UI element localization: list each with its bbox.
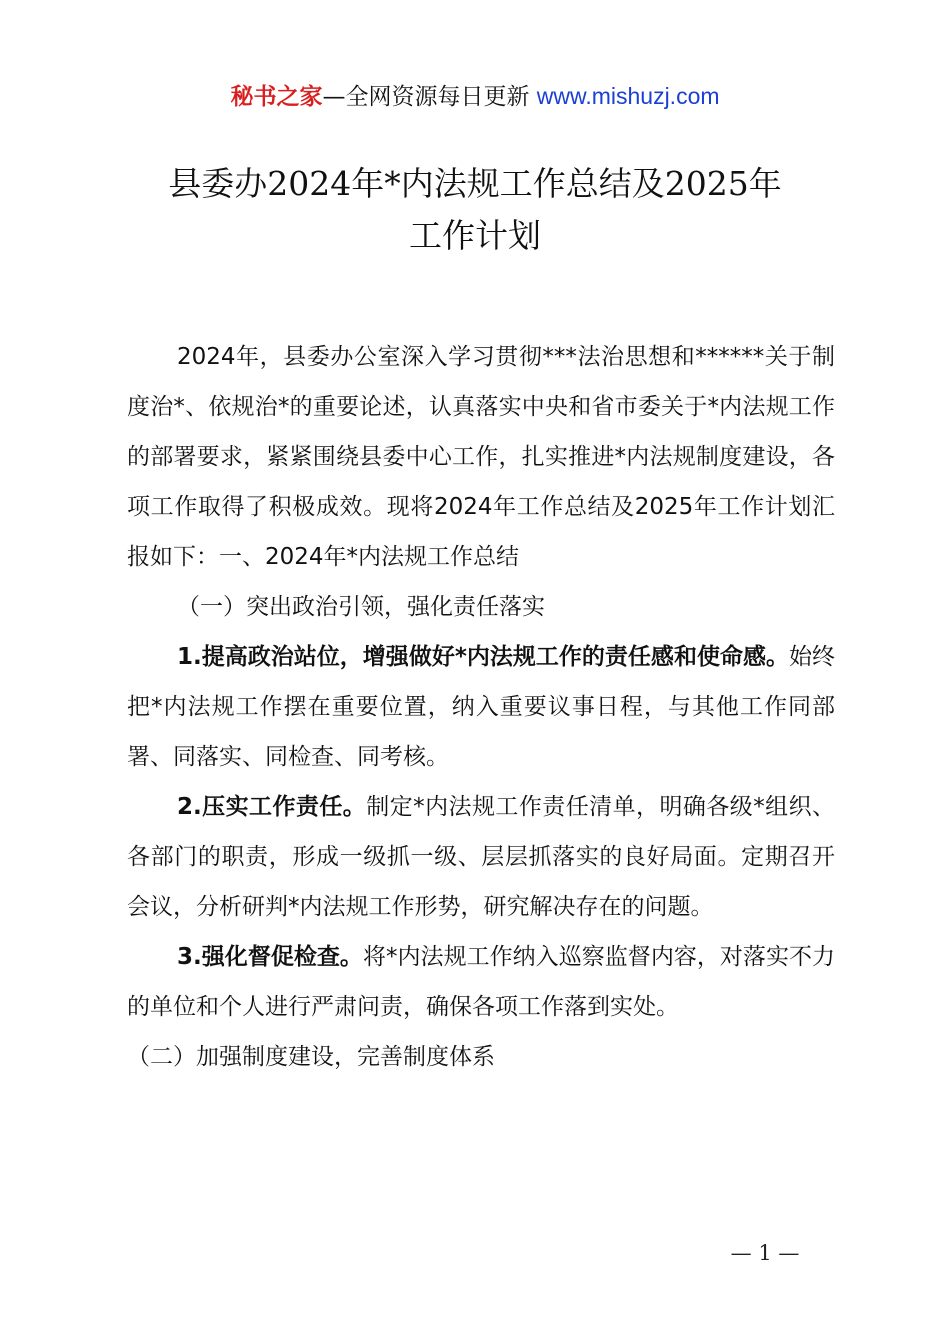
brand-name: 秘书之家 [230, 84, 323, 110]
item-1-paragraph [127, 632, 835, 782]
item-3-heading: 3.强化督促检查。 [177, 944, 363, 970]
item-3-text: 将*内法规工作纳入巡察监督内容，对落实不力的单位和个人进行严肃问责，确保各项工作落到实处。 [127, 944, 836, 1020]
document-body [127, 332, 835, 1082]
site-header [0, 80, 950, 113]
section-heading-1: （一）突出政治引领，强化责任落实 [177, 594, 545, 620]
title-line-1: 县委办2024年*内法规工作总结及2025年 [168, 164, 782, 203]
item-3-paragraph [127, 932, 835, 1032]
document-title [100, 158, 850, 262]
site-url-link[interactable]: www.mishuzj.com [536, 83, 720, 109]
section-heading-2: （二）加强制度建设，完善制度体系 [127, 1044, 495, 1070]
item-2-paragraph [127, 782, 835, 932]
item-1-text: 始终把*内法规工作摆在重要位置，纳入重要议事日程，与其他工作同部署、同落实、同检查、同考核。 [127, 644, 835, 770]
item-2-text: 制定*内法规工作责任清单，明确各级*组织、各部门的职责，形成一级抓一级、层层抓落实的良好局面。定期召开会议，分析研判*内法规工作形势，研究解决存在的问题。 [127, 794, 835, 920]
item-2-heading: 2.压实工作责任。 [177, 794, 367, 820]
item-1-heading: 1.提高政治站位，增强做好*内法规工作的责任感和使命感。 [177, 644, 789, 670]
intro-paragraph: 2024年，县委办公室深入学习贯彻***法治思想和******关于制度治*、依规治*的重要论述，认真落实中央和省市委关于*内法规工作的部署要求，紧紧围绕县委中心工作，扎实推进*内法规制度建设，各项工作取得了积极成效。现将2024年工作总结及2025年工作计划汇报如下：一、2024年*内法规工作总结 [127, 344, 835, 570]
header-tagline: —全网资源每日更新 [322, 84, 537, 110]
title-line-2: 工作计划 [409, 216, 541, 255]
page-number: — 1 — [730, 1241, 800, 1265]
